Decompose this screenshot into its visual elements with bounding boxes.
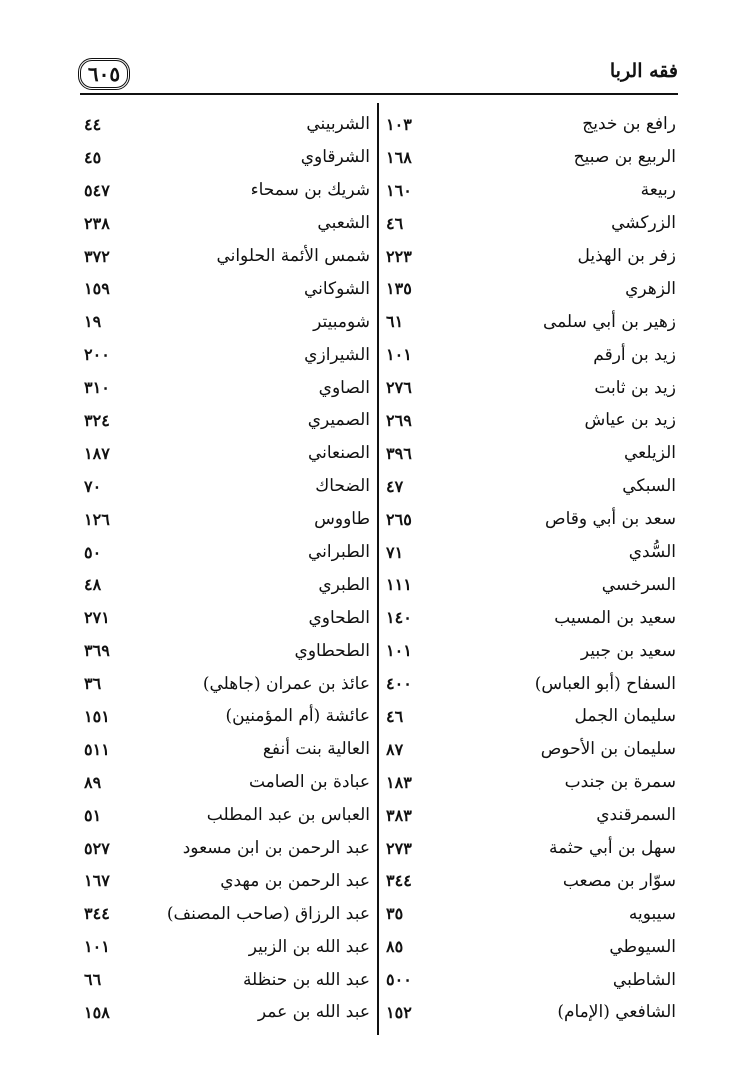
entry-name: زفر بن الهذيل (577, 246, 676, 266)
page-header (78, 56, 678, 96)
entry-page-number: ٥٠٠ (386, 970, 412, 990)
entry-page-number: ٢٢٣ (386, 246, 412, 266)
entry-page-number: ٥٠ (84, 542, 102, 562)
entry-name: العباس بن عبد المطلب (206, 805, 370, 826)
entry-page-number: ٣٧٢ (84, 246, 110, 266)
index-entry (80, 700, 378, 733)
index-entry (80, 799, 378, 832)
entry-name: زهير بن أبي سلمى (542, 311, 676, 332)
entry-page-number: ٢٧٦ (386, 378, 412, 398)
entry-name: السمرقندي (596, 805, 676, 826)
entry-name: السبكي (622, 476, 676, 497)
entry-page-number: ٤٥ (84, 147, 102, 167)
index-entry (380, 207, 678, 240)
entry-name: عبادة بن الصامت (248, 772, 370, 793)
entry-page-number: ٣٤٤ (84, 904, 110, 924)
index-entry (380, 240, 678, 273)
entry-page-number: ١٠٣ (386, 114, 412, 134)
entry-name: عائشة (أم المؤمنين) (225, 706, 370, 727)
entry-page-number: ٣٦ (84, 674, 102, 694)
entry-page-number: ٣٦٩ (84, 641, 110, 661)
entry-page-number: ٣٥ (386, 904, 404, 924)
entry-page-number: ٧٠ (84, 476, 102, 496)
entry-page-number: ٦٦ (84, 970, 102, 990)
index-entry (80, 667, 378, 700)
entry-name: الشيرازي (304, 344, 370, 365)
entry-name: الزيلعي (623, 443, 676, 464)
index-entry (380, 733, 678, 766)
entry-page-number: ٧١ (386, 542, 404, 562)
index-column-right (380, 108, 678, 1029)
index-entry (380, 338, 678, 371)
entry-name: عبد الله بن الزبير (248, 936, 370, 957)
entry-name: ربيعة (640, 180, 676, 201)
index-entry (380, 503, 678, 536)
entry-page-number: ١٨٣ (386, 772, 412, 792)
index-entry (80, 601, 378, 634)
entry-page-number: ٣٨٣ (386, 805, 412, 825)
index-entry (380, 864, 678, 897)
entry-name: سعد بن أبي وقاص (545, 509, 676, 530)
index-entry (380, 799, 678, 832)
page-number: ٦٠٥ (78, 58, 130, 90)
index-entry (80, 437, 378, 470)
index-entry (380, 667, 678, 700)
index-entry (380, 601, 678, 634)
entry-page-number: ١١١ (386, 575, 412, 595)
index-entry (80, 733, 378, 766)
entry-name: الشرقاوي (300, 147, 370, 168)
entry-page-number: ٣٩٦ (386, 443, 412, 463)
index-entry (380, 108, 678, 141)
entry-page-number: ٦١ (386, 312, 404, 332)
index-entry (80, 141, 378, 174)
entry-name: عبد الله بن حنظلة (242, 969, 370, 990)
index-entry (80, 272, 378, 305)
entry-page-number: ١٦٨ (386, 147, 412, 167)
entry-name: سليمان بن الأحوص (540, 739, 676, 760)
index-entry (80, 963, 378, 996)
index-entry (80, 108, 378, 141)
index-entry (380, 568, 678, 601)
entry-page-number: ١٠١ (386, 345, 412, 365)
index-entry (80, 305, 378, 338)
index-entry (80, 240, 378, 273)
index-entry (380, 536, 678, 569)
index-entry (380, 963, 678, 996)
entry-name: الزركشي (611, 213, 676, 234)
entry-page-number: ١٩ (84, 312, 102, 332)
index-entry (380, 437, 678, 470)
entry-name: الصميري (307, 410, 370, 431)
entry-name: الشاطبي (612, 969, 676, 990)
entry-page-number: ٢٦٩ (386, 410, 412, 430)
index-entry (380, 930, 678, 963)
index-entry (380, 305, 678, 338)
entry-page-number: ١٥٢ (386, 1002, 412, 1022)
entry-name: الطبراني (308, 542, 370, 563)
entry-name: السُّدي (628, 542, 676, 563)
entry-name: عائذ بن عمران (جاهلي) (202, 673, 370, 694)
running-title: فقه الربا (609, 60, 678, 82)
entry-page-number: ٢٠٠ (84, 345, 110, 365)
entry-page-number: ١٤٠ (386, 608, 412, 628)
entry-name: السرخسي (601, 574, 676, 595)
index-entry (380, 272, 678, 305)
entry-page-number: ٣٤٤ (386, 871, 412, 891)
index-entry (80, 404, 378, 437)
entry-page-number: ٤٨ (84, 575, 102, 595)
entry-page-number: ٥٤٧ (84, 180, 110, 200)
index-entry (80, 766, 378, 799)
index-entry (80, 634, 378, 667)
entry-name: سهل بن أبي حثمة (548, 838, 676, 859)
entry-name: الطحاوي (308, 607, 370, 628)
entry-page-number: ٣٢٤ (84, 410, 110, 430)
entry-name: سليمان الجمل (574, 706, 676, 727)
index-entry (380, 766, 678, 799)
index-entry (380, 996, 678, 1029)
entry-name: عبد الرحمن بن ابن مسعود (182, 838, 370, 859)
entry-name: عبد الرحمن بن مهدي (220, 870, 370, 891)
entry-name: سمرة بن جندب (564, 772, 676, 793)
entry-name: الشافعي (الإمام) (557, 1002, 676, 1023)
entry-page-number: ١٢٦ (84, 509, 110, 529)
entry-page-number: ٤٤ (84, 114, 102, 134)
index-entry (80, 568, 378, 601)
entry-page-number: ١٦٧ (84, 871, 110, 891)
entry-page-number: ٥٢٧ (84, 838, 110, 858)
index-entry (80, 470, 378, 503)
index-entry (80, 930, 378, 963)
index-entry (380, 470, 678, 503)
index-entry (380, 371, 678, 404)
entry-page-number: ٤٠٠ (386, 674, 412, 694)
entry-name: عبد الرزاق (صاحب المصنف) (166, 903, 370, 924)
index-entry (80, 996, 378, 1029)
entry-name: العالية بنت أنفع (262, 739, 370, 760)
entry-name: طاووس (314, 509, 370, 530)
entry-page-number: ١٣٥ (386, 279, 412, 299)
index-entry (80, 864, 378, 897)
entry-name: الطحطاوي (294, 640, 370, 661)
entry-name: سوّار بن مصعب (562, 870, 676, 891)
entry-name: زيد بن ثابت (594, 377, 676, 398)
entry-name: الطبري (318, 574, 370, 595)
entry-page-number: ٣١٠ (84, 378, 110, 398)
index-entry (380, 141, 678, 174)
entry-page-number: ٨٥ (386, 937, 404, 957)
entry-name: سيبويه (628, 903, 676, 924)
entry-name: الزهري (625, 278, 676, 299)
entry-page-number: ٤٦ (386, 213, 404, 233)
entry-name: السيوطي (609, 936, 676, 957)
entry-name: الضحاك (315, 476, 370, 497)
entry-name: الشعبي (317, 213, 370, 234)
index-entry (80, 832, 378, 865)
entry-name: الشوكاني (303, 278, 370, 299)
entry-name: الربيع بن صبيح (573, 147, 676, 168)
entry-name: شريك بن سمحاء (250, 180, 370, 201)
entry-page-number: ٥١١ (84, 739, 110, 759)
entry-name: زيد بن عياش (584, 410, 676, 431)
index-entry (80, 207, 378, 240)
entry-name: زيد بن أرقم (593, 344, 676, 365)
entry-page-number: ٢٣٨ (84, 213, 110, 233)
entry-page-number: ١٥٨ (84, 1002, 110, 1022)
entry-page-number: ١٥٩ (84, 279, 110, 299)
entry-name: الشربيني (306, 114, 370, 135)
index-column-left (80, 108, 378, 1029)
index-entry (80, 536, 378, 569)
index-entry (80, 338, 378, 371)
index-entry (380, 832, 678, 865)
index-entry (380, 897, 678, 930)
entry-page-number: ٤٧ (386, 476, 404, 496)
index-entry (80, 897, 378, 930)
entry-page-number: ٢٧٣ (386, 838, 412, 858)
index-entry (80, 503, 378, 536)
entry-page-number: ١٨٧ (84, 443, 110, 463)
entry-page-number: ١٠١ (386, 641, 412, 661)
entry-page-number: ٢٧١ (84, 608, 110, 628)
entry-name: الصنعاني (307, 443, 370, 464)
entry-name: سعيد بن جبير (580, 640, 676, 661)
entry-page-number: ٢٦٥ (386, 509, 412, 529)
index-entry (380, 404, 678, 437)
index-entry (380, 634, 678, 667)
header-rule (80, 93, 678, 95)
entry-page-number: ٨٩ (84, 772, 102, 792)
index-entry (80, 371, 378, 404)
entry-name: شمس الأئمة الحلواني (216, 246, 370, 266)
entry-name: سعيد بن المسيب (554, 607, 676, 628)
entry-name: عبد الله بن عمر (257, 1002, 370, 1023)
entry-page-number: ١٦٠ (386, 180, 412, 200)
entry-name: رافع بن خديج (582, 114, 676, 135)
index-entry (380, 700, 678, 733)
index-entry (380, 174, 678, 207)
entry-name: الصاوي (318, 377, 370, 398)
entry-name: شومبيتر (313, 311, 370, 332)
entry-page-number: ٨٧ (386, 739, 404, 759)
entry-name: السفاح (أبو العباس) (534, 673, 676, 694)
entry-page-number: ٥١ (84, 805, 102, 825)
index-entry (80, 174, 378, 207)
entry-page-number: ١٠١ (84, 937, 110, 957)
entry-page-number: ١٥١ (84, 706, 110, 726)
entry-page-number: ٤٦ (386, 706, 404, 726)
